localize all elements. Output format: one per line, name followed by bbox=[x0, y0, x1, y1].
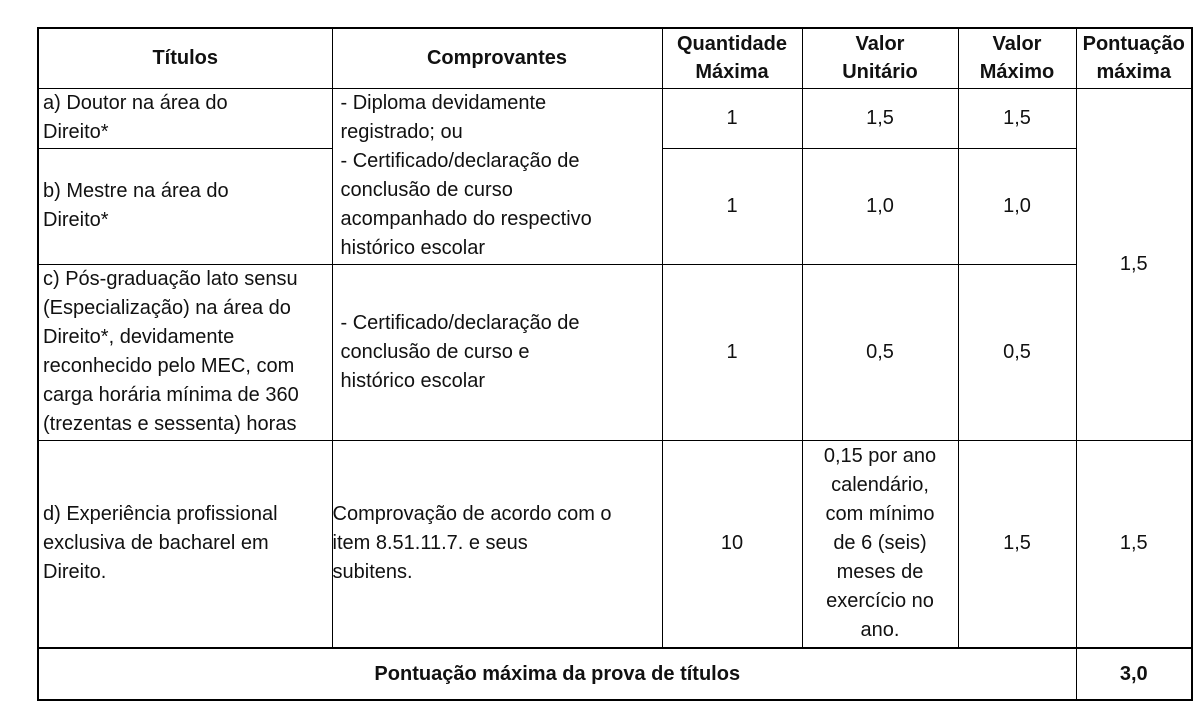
comprovante-cell: Comprovação de acordo com o item 8.51.11.7. e seus subitens. bbox=[332, 440, 662, 648]
quantidade-cell: 1 bbox=[662, 148, 802, 264]
header-pontuacao: Pontuação máxima bbox=[1076, 28, 1192, 88]
header-valor-maximo: Valor Máximo bbox=[958, 28, 1076, 88]
valor-unitario-cell: 0,15 por ano calendário, com mínimo de 6 (seis) meses de exercício no ano. bbox=[802, 440, 958, 648]
quantidade-cell: 1 bbox=[662, 88, 802, 148]
footer-value: 3,0 bbox=[1076, 648, 1192, 700]
valor-maximo-cell: 0,5 bbox=[958, 264, 1076, 440]
footer-label: Pontuação máxima da prova de títulos bbox=[38, 648, 1076, 700]
titulo-cell: b) Mestre na área do Direito* bbox=[38, 148, 332, 264]
valor-maximo-cell: 1,5 bbox=[958, 88, 1076, 148]
header-valor-unitario: Valor Unitário bbox=[802, 28, 958, 88]
valor-maximo-cell: 1,0 bbox=[958, 148, 1076, 264]
titles-table-wrapper bbox=[37, 27, 1193, 701]
titulo-cell: a) Doutor na área do Direito* bbox=[38, 88, 332, 148]
header-comprovantes: Comprovantes bbox=[332, 28, 662, 88]
quantidade-cell: 10 bbox=[662, 440, 802, 648]
header-titulos: Títulos bbox=[38, 28, 332, 88]
quantidade-cell: 1 bbox=[662, 264, 802, 440]
header-quantidade: Quantidade Máxima bbox=[662, 28, 802, 88]
valor-unitario-cell: 1,0 bbox=[802, 148, 958, 264]
titles-table bbox=[37, 27, 1193, 701]
valor-unitario-cell: 1,5 bbox=[802, 88, 958, 148]
table-row bbox=[38, 440, 1192, 648]
comprovante-cell: - Certificado/declaração de conclusão de curso e histórico escolar bbox=[332, 264, 662, 440]
pontuacao-cell: 1,5 bbox=[1076, 88, 1192, 440]
pontuacao-cell: 1,5 bbox=[1076, 440, 1192, 648]
comprovante-cell: - Diploma devidamente registrado; ou - Certificado/declaração de conclusão de curso acompanhado do respectivo histórico escolar bbox=[332, 88, 662, 264]
footer-row bbox=[38, 648, 1192, 700]
valor-unitario-cell: 0,5 bbox=[802, 264, 958, 440]
titulo-cell: c) Pós-graduação lato sensu (Especialização) na área do Direito*, devidamente reconhecido pelo MEC, com carga horária mínima de 360 (trezentas e sessenta) horas bbox=[38, 264, 332, 440]
titulo-cell: d) Experiência profissional exclusiva de bacharel em Direito. bbox=[38, 440, 332, 648]
table-row bbox=[38, 264, 1192, 440]
header-row bbox=[38, 28, 1192, 88]
valor-maximo-cell: 1,5 bbox=[958, 440, 1076, 648]
table-row bbox=[38, 88, 1192, 148]
